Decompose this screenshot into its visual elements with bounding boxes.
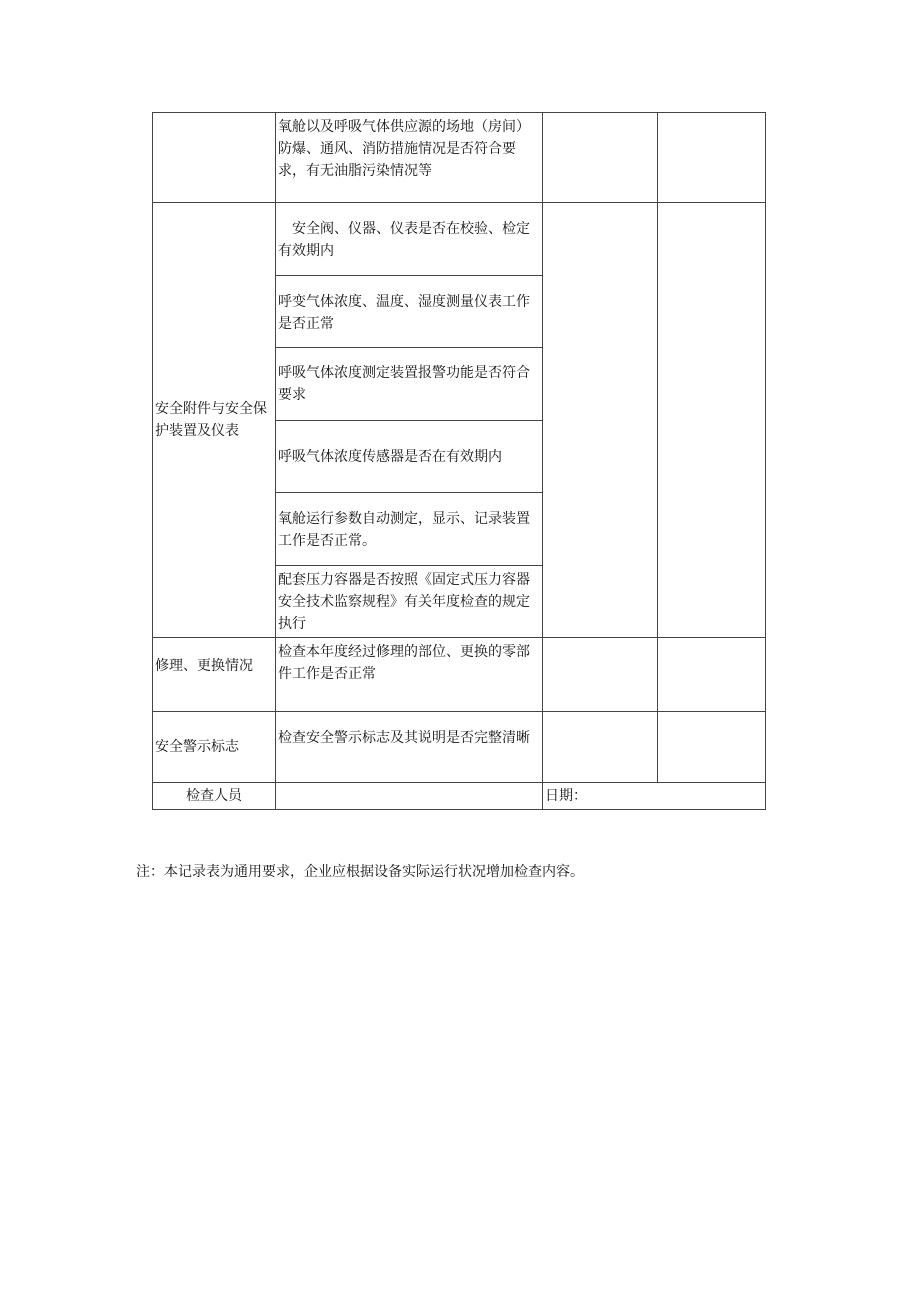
inspector-name-field[interactable] (276, 783, 543, 810)
category-cell (153, 203, 276, 638)
check-item-text: 配套压力容器是否按照《固定式压力容器安全技术监察规程》有关年度检查的规定执行 (278, 572, 530, 632)
check-item-text: 检查本年度经过修理的部位、更换的零部件工作是否正常 (278, 644, 530, 682)
inspector-label: 检查人员 (186, 788, 242, 804)
date-field[interactable] (543, 783, 766, 810)
category-label: 安全附件与安全保护装置及仪表 (155, 401, 267, 439)
check-item-text: 呼变气体浓度、温度、湿度测量仪表工作是否正常 (278, 294, 530, 332)
signature-row (153, 783, 766, 810)
check-item-text: 氧舱以及呼吸气体供应源的场地（房间）防爆、通风、消防措施情况是否符合要求，有无油脂污染情况等 (278, 119, 530, 179)
check-item-cell (276, 566, 543, 638)
remark-cell (658, 203, 766, 638)
check-item-cell (276, 348, 543, 421)
remark-cell (658, 712, 766, 783)
check-item-text: 检查安全警示标志及其说明是否完整清晰 (278, 730, 530, 746)
table-row (153, 113, 766, 203)
result-cell (543, 712, 658, 783)
remark-cell (658, 113, 766, 203)
inspector-label-cell (153, 783, 276, 810)
category-label: 修理、更换情况 (155, 658, 253, 674)
check-item-text: 氧舱运行参数自动测定，显示、记录装置工作是否正常。 (278, 511, 530, 549)
check-item-cell (276, 638, 543, 712)
check-item-cell (276, 493, 543, 566)
table-row (153, 638, 766, 712)
category-cell (153, 638, 276, 712)
table-row (153, 712, 766, 783)
inspection-record-table (152, 112, 766, 810)
category-label: 安全警示标志 (155, 739, 239, 755)
check-item-cell (276, 712, 543, 783)
table-row (153, 203, 766, 276)
check-item-text: 呼吸气体浓度测定装置报警功能是否符合要求 (278, 365, 530, 403)
date-label: 日期： (545, 788, 587, 804)
result-cell (543, 638, 658, 712)
check-item-text: 呼吸气体浓度传感器是否在有效期内 (278, 449, 502, 465)
result-cell (543, 113, 658, 203)
check-item-cell (276, 203, 543, 276)
check-item-text: 安全阀、仪器、仪表是否在校验、检定有效期内 (278, 221, 530, 259)
footnote: 注：本记录表为通用要求，企业应根据设备实际运行状况增加检查内容。 (136, 864, 584, 880)
remark-cell (658, 638, 766, 712)
category-cell (153, 712, 276, 783)
check-item-cell (276, 113, 543, 203)
check-item-cell (276, 421, 543, 493)
result-cell (543, 203, 658, 638)
check-item-cell (276, 276, 543, 348)
category-cell (153, 113, 276, 203)
